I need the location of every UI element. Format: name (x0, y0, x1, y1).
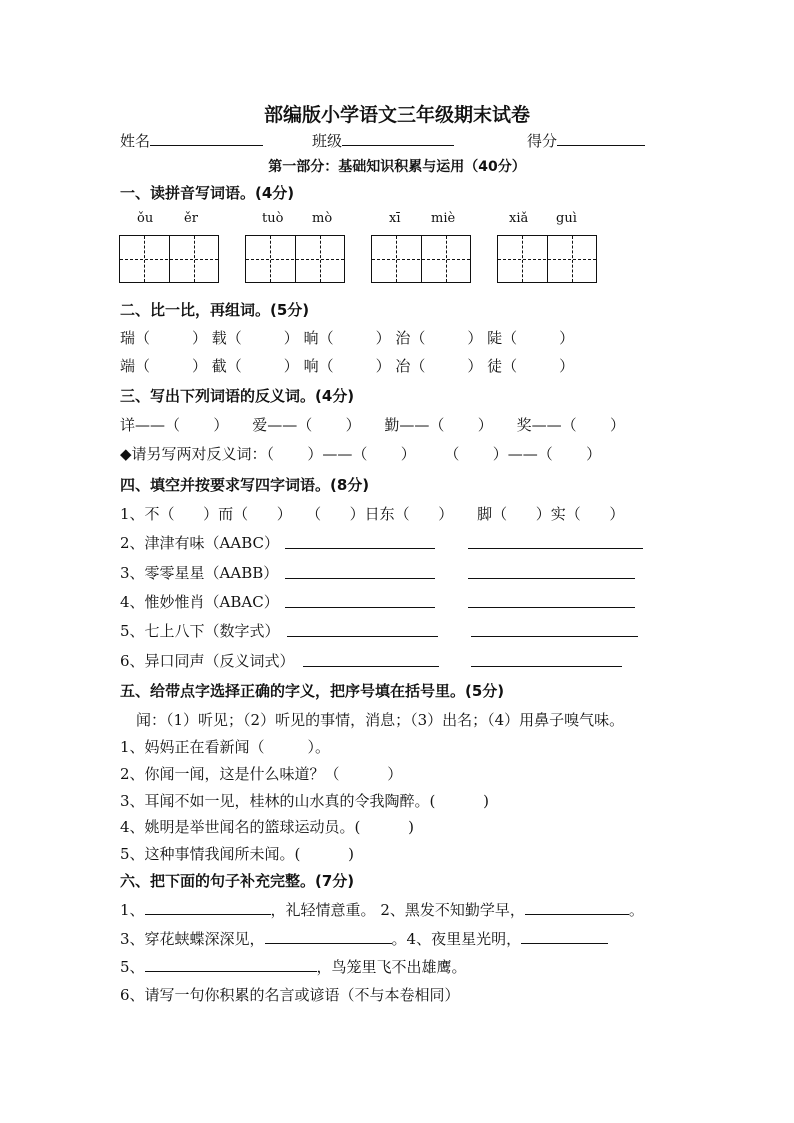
answer-blank[interactable] (468, 592, 635, 608)
q6-line2 (120, 928, 608, 949)
score-blank[interactable] (557, 130, 645, 146)
pinyin: miè (431, 211, 456, 226)
pinyin: mò (312, 211, 333, 226)
char-cell: ） 响（ (283, 357, 334, 375)
q5-item: 3、耳闻不如一见，桂林的山水真的令我陶醉。( ) (120, 792, 489, 810)
item-text: ，鸟笼里飞不出雄鹰。 (316, 958, 467, 976)
pinyin: xiǎ (509, 211, 529, 226)
pinyin: tuò (262, 211, 284, 226)
answer-blank[interactable] (521, 928, 608, 944)
answer-blank[interactable] (145, 956, 317, 972)
score-field[interactable] (527, 130, 645, 151)
answer-blank[interactable] (471, 621, 638, 637)
char-cell: ） 陡（ (467, 329, 518, 347)
answer-blank[interactable] (265, 928, 392, 944)
q4-item (120, 532, 279, 553)
item-text: ，礼轻情意重。 2、黑发不知勤学早， (270, 901, 525, 919)
q2-row1 (120, 327, 574, 348)
item-text: 3、穿花蛱蝶深深见， (120, 930, 265, 948)
answer-blank[interactable] (285, 563, 435, 579)
char-cell: ） 截（ (192, 357, 242, 375)
pinyin: ěr (184, 211, 198, 226)
answer-blank[interactable] (285, 533, 435, 549)
item-label: 3、零零星星（AABB） (120, 564, 279, 582)
name-field[interactable] (120, 130, 263, 151)
q2-heading: 二、比一比，再组词。(5分) (120, 301, 310, 319)
q5-heading: 五、给带点字选择正确的字义，把序号填在括号里。(5分) (120, 682, 505, 700)
q5-meaning: 闻：（1）听见；（2）听见的事情，消息；（3）出名；（4）用鼻子嗅气味。 (136, 711, 625, 729)
q5-item: 5、这种事情我闻所未闻。( ) (120, 845, 354, 863)
char-cell: ） 晌（ (283, 329, 334, 347)
q4-heading: 四、填空并按要求写四字词语。(8分) (120, 476, 370, 494)
q4-item (120, 562, 278, 583)
q1-heading: 一、读拼音写词语。(4分) (120, 184, 295, 202)
char-cell: ） 载（ (192, 329, 242, 347)
score-label: 得分 (527, 132, 558, 150)
char-cell: ） (559, 357, 575, 375)
char-cell: ） (559, 329, 575, 347)
char-cell: 端（ (120, 357, 151, 375)
q6-line1 (120, 899, 644, 920)
page-title: 部编版小学语文三年级期末试卷 (263, 104, 530, 126)
q5-item: 4、姚明是举世闻名的篮球运动员。( ) (120, 818, 414, 836)
q6-line4: 6、请写一句你积累的名言或谚语（不与本卷相同） (120, 986, 460, 1004)
writing-grid[interactable] (497, 235, 597, 283)
class-label: 班级 (312, 132, 343, 150)
part1-heading: 第一部分：基础知识积累与运用（40分） (268, 159, 526, 175)
char-cell: 瑞（ (120, 329, 151, 347)
pinyin: guì (556, 211, 577, 226)
item-label: 1、 (120, 901, 145, 919)
answer-blank[interactable] (287, 621, 438, 637)
writing-grid[interactable] (119, 235, 219, 283)
name-blank[interactable] (150, 130, 263, 146)
q5-item: 1、妈妈正在看新闻（ ）。 (120, 738, 330, 756)
q3-heading: 三、写出下列词语的反义词。(4分) (120, 387, 355, 405)
char-cell: ） 治（ (375, 329, 426, 347)
writing-grid[interactable] (371, 235, 471, 283)
q4-line1: 1、不（ ）而（ ） （ ）日东（ ） 脚（ ）实（ ） (120, 505, 625, 523)
answer-blank[interactable] (145, 899, 271, 915)
name-label: 姓名 (120, 132, 151, 150)
q3-line2: ◆请另写两对反义词：（ ）——（ ） （ ）——（ ） (120, 445, 602, 463)
item-label: 5、 (120, 958, 145, 976)
q5-item: 2、你闻一闻，这是什么味道？（ ） (120, 765, 403, 783)
char-cell: ） 冶（ (375, 357, 426, 375)
q6-heading: 六、把下面的句子补充完整。(7分) (120, 872, 355, 890)
answer-blank[interactable] (468, 533, 643, 549)
item-label: 5、七上八下（数字式） (120, 622, 280, 640)
writing-grid[interactable] (245, 235, 345, 283)
answer-blank[interactable] (468, 563, 635, 579)
answer-blank[interactable] (471, 651, 622, 667)
item-label: 6、异口同声（反义词式） (120, 652, 295, 670)
class-blank[interactable] (342, 130, 454, 146)
item-label: 4、惟妙惟肖（ABAC） (120, 593, 279, 611)
item-text: 。 (628, 901, 644, 919)
pinyin: xī (389, 211, 401, 226)
q3-line1: 详——（ ） 爱——（ ） 勤——（ ） 奖——（ ） (120, 416, 626, 434)
q6-line3 (120, 956, 467, 977)
pinyin: ǒu (137, 211, 154, 226)
answer-blank[interactable] (303, 651, 439, 667)
q2-row2 (120, 355, 574, 376)
char-cell: ） 徒（ (467, 357, 518, 375)
item-label: 2、津津有味（AABC） (120, 534, 279, 552)
q4-item (120, 620, 280, 641)
class-field[interactable] (312, 130, 454, 151)
answer-blank[interactable] (285, 592, 435, 608)
q4-item (120, 591, 279, 612)
q4-item (120, 650, 295, 671)
item-text: 。4、夜里星光明， (391, 930, 522, 948)
answer-blank[interactable] (525, 899, 629, 915)
